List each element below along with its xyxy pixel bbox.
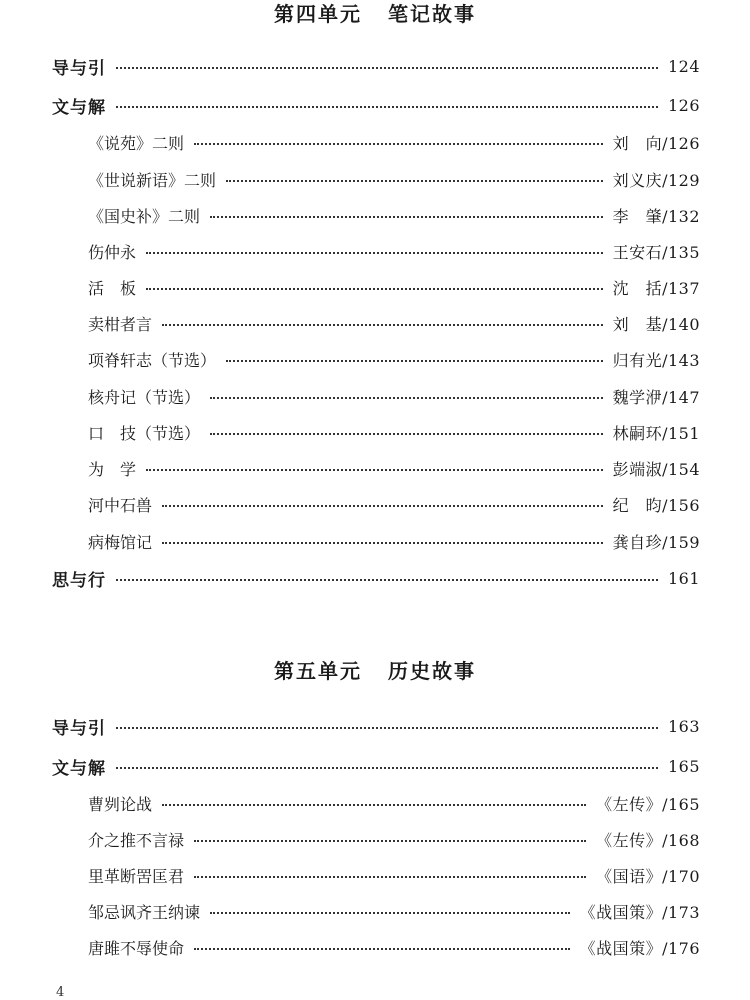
- dot-leader: [146, 469, 603, 471]
- toc-entry[interactable]: [88, 863, 700, 887]
- toc-entry[interactable]: [88, 275, 700, 299]
- toc-entry-page: 163: [667, 716, 700, 736]
- toc-entry[interactable]: [88, 203, 700, 227]
- toc-entry-author-page: 彭端淑/154: [612, 459, 700, 479]
- toc-entry-page: 165: [667, 756, 700, 776]
- toc-entry-title: 病梅馆记: [88, 532, 153, 552]
- toc-entry-title: 口 技（节选）: [88, 423, 201, 443]
- dot-leader: [116, 579, 658, 581]
- toc-entry-title: 邹忌讽齐王纳谏: [88, 902, 201, 922]
- dot-leader: [116, 727, 658, 729]
- toc-entry-siyuxing[interactable]: [52, 566, 700, 590]
- toc-entry-title: 活 板: [88, 278, 137, 298]
- dot-leader: [226, 360, 603, 362]
- toc-entry-page: 161: [667, 568, 700, 588]
- toc-entry-author-page: 刘 向/126: [612, 133, 700, 153]
- toc-entry-source-page: 《国语》/170: [596, 866, 700, 886]
- toc-entry-title: 介之推不言禄: [88, 830, 185, 850]
- toc-entry-title: 伤仲永: [88, 242, 137, 262]
- toc-entry[interactable]: [88, 311, 700, 335]
- dot-leader: [162, 804, 586, 806]
- dot-leader: [162, 505, 603, 507]
- dot-leader: [210, 912, 570, 914]
- toc-entry-author-page: 刘义庆/129: [612, 170, 700, 190]
- toc-entry[interactable]: [88, 347, 700, 371]
- toc-entry[interactable]: [88, 384, 700, 408]
- toc-entry-author-page: 龚自珍/159: [612, 532, 700, 552]
- toc-entry-title: 《世说新语》二则: [88, 170, 217, 190]
- dot-leader: [116, 106, 658, 108]
- toc-entry[interactable]: [88, 130, 700, 154]
- dot-leader: [226, 180, 603, 182]
- unit-5-name: 历史故事: [388, 659, 476, 683]
- toc-entry-author-page: 刘 基/140: [612, 314, 700, 334]
- unit-4-name: 笔记故事: [388, 2, 476, 26]
- dot-leader: [116, 67, 658, 69]
- toc-entry-source-page: 《战国策》/173: [579, 902, 700, 922]
- dot-leader: [210, 216, 603, 218]
- toc-entry-author-page: 李 肇/132: [612, 206, 700, 226]
- toc-entry-author-page: 归有光/143: [612, 350, 700, 370]
- toc-entry-title: 《国史补》二则: [88, 206, 201, 226]
- unit-5-title: [0, 655, 750, 684]
- toc-entry-title: 为 学: [88, 459, 137, 479]
- dot-leader: [210, 397, 603, 399]
- toc-entry-title: 河中石兽: [88, 495, 153, 515]
- toc-entry-source-page: 《左传》/165: [596, 794, 700, 814]
- dot-leader: [146, 252, 603, 254]
- toc-entry-title: 文与解: [52, 97, 106, 118]
- dot-leader: [116, 767, 658, 769]
- toc-entry-author-page: 沈 括/137: [612, 278, 700, 298]
- dot-leader: [194, 143, 603, 145]
- toc-entry-daoyuyin[interactable]: [52, 714, 700, 738]
- toc-entry[interactable]: [88, 420, 700, 444]
- toc-entry-author-page: 纪 昀/156: [612, 495, 700, 515]
- toc-entry-daoyuyin[interactable]: [52, 54, 700, 78]
- dot-leader: [194, 876, 586, 878]
- toc-entry-author-page: 魏学洢/147: [612, 387, 700, 407]
- toc-entry-title: 《说苑》二则: [88, 133, 185, 153]
- toc-entry-title: 项脊轩志（节选）: [88, 350, 217, 370]
- toc-entry-wenyujie[interactable]: [52, 754, 700, 778]
- toc-entry[interactable]: [88, 167, 700, 191]
- page-number: 4: [56, 985, 65, 1000]
- toc-entry[interactable]: [88, 935, 700, 959]
- toc-entry-title: 唐雎不辱使命: [88, 938, 185, 958]
- toc-entry[interactable]: [88, 529, 700, 553]
- toc-entry[interactable]: [88, 456, 700, 480]
- toc-entry-author-page: 林嗣环/151: [612, 423, 700, 443]
- toc-entry-title: 卖柑者言: [88, 314, 153, 334]
- toc-entry[interactable]: [88, 239, 700, 263]
- toc-entry-title: 导与引: [52, 58, 106, 79]
- toc-entry[interactable]: [88, 899, 700, 923]
- dot-leader: [210, 433, 603, 435]
- dot-leader: [162, 542, 603, 544]
- toc-entry-title: 文与解: [52, 758, 106, 779]
- toc-entry-title: 曹刿论战: [88, 794, 153, 814]
- toc-entry-source-page: 《战国策》/176: [579, 938, 700, 958]
- toc-entry-page: 126: [667, 95, 700, 115]
- toc-entry-author-page: 王安石/135: [612, 242, 700, 262]
- toc-entry-title: 核舟记（节选）: [88, 387, 201, 407]
- toc-entry-wenyujie[interactable]: [52, 93, 700, 117]
- dot-leader: [194, 948, 570, 950]
- toc-entry-page: 124: [667, 56, 700, 76]
- dot-leader: [194, 840, 586, 842]
- toc-entry[interactable]: [88, 827, 700, 851]
- toc-entry[interactable]: [88, 791, 700, 815]
- toc-entry-source-page: 《左传》/168: [596, 830, 700, 850]
- dot-leader: [162, 324, 603, 326]
- dot-leader: [146, 288, 603, 290]
- toc-entry-title: 里革断罟匡君: [88, 866, 185, 886]
- unit-4-number: 第四单元: [274, 2, 362, 26]
- unit-5-number: 第五单元: [274, 659, 362, 683]
- toc-entry-title: 导与引: [52, 718, 106, 739]
- unit-4-title: [0, 0, 750, 27]
- toc-entry[interactable]: [88, 492, 700, 516]
- toc-entry-title: 思与行: [52, 570, 106, 591]
